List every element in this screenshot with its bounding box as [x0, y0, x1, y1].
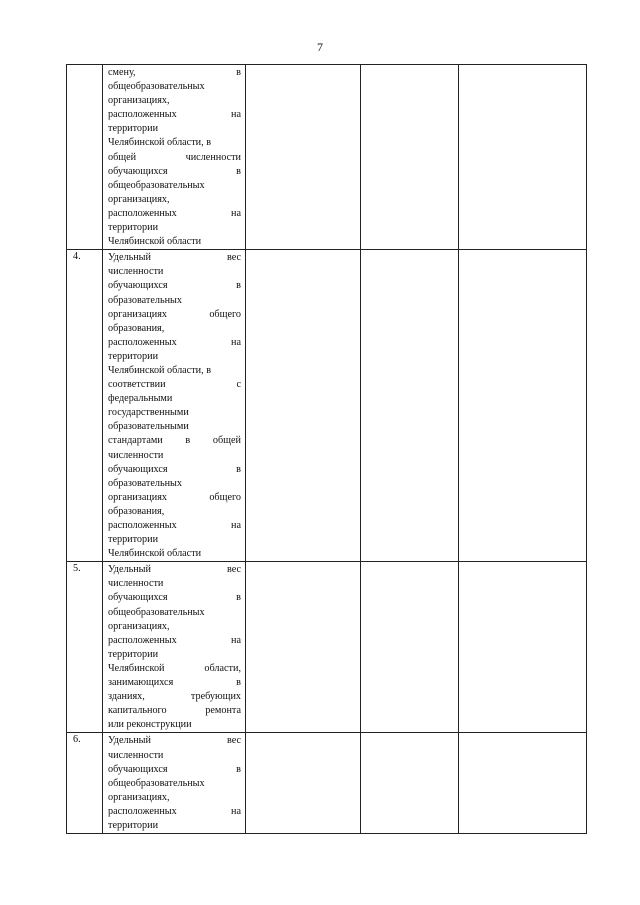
indicators-table — [66, 64, 587, 834]
indicator-text-line: территории — [108, 222, 159, 234]
indicator-text-line: государственными — [108, 407, 189, 419]
table-row — [67, 65, 587, 250]
indicator-text-line: занимающихся в — [108, 677, 241, 689]
value-cell-1 — [246, 562, 361, 733]
indicator-text-line: общеобразовательных — [108, 606, 205, 618]
indicator-text-line: территории — [108, 350, 159, 362]
indicator-text-line: образования, — [108, 505, 165, 517]
indicator-text-line: федеральными — [108, 393, 173, 405]
row-number: 4. — [73, 251, 81, 263]
indicator-name-cell — [103, 65, 246, 250]
indicator-text-line: смену, в — [108, 67, 241, 78]
value-cell-1 — [246, 65, 361, 250]
indicator-text-line: численности — [108, 749, 164, 761]
indicator-text-line: численности — [108, 449, 164, 461]
value-cell-3 — [459, 562, 587, 733]
value-cell-2 — [361, 65, 459, 250]
indicator-text-line: образования, — [108, 322, 165, 334]
table-row — [67, 562, 587, 733]
indicator-name-cell — [103, 733, 246, 834]
value-cell-3 — [459, 733, 587, 834]
indicator-text-line: расположенных на — [108, 805, 241, 817]
row-number: 5. — [73, 563, 81, 575]
indicator-text-line: обучающихся в — [108, 463, 241, 475]
indicator-text-line: Челябинской области, в — [108, 137, 212, 149]
row-number: 6. — [73, 734, 81, 746]
indicator-text-line: Удельный вес — [108, 564, 241, 576]
indicator-text-line: Челябинской области, в — [108, 364, 212, 376]
indicator-text-line: Челябинской области, — [108, 662, 241, 674]
indicator-text-line: обучающихся в — [108, 280, 241, 292]
indicator-text-line: общеобразовательных — [108, 81, 205, 93]
indicator-text-line: численности — [108, 578, 164, 590]
indicator-text-line: Челябинской области — [108, 548, 202, 560]
indicator-text-line: организациях, — [108, 791, 170, 803]
indicator-text-line: расположенных на — [108, 634, 241, 646]
indicator-text-line: организациях общего — [108, 308, 241, 320]
value-cell-2 — [361, 562, 459, 733]
row-number-cell — [67, 250, 103, 562]
indicator-text-line: образовательных — [108, 294, 182, 306]
indicator-text-line: организациях, — [108, 193, 170, 205]
indicator-text-line: стандартами в общей — [108, 435, 241, 447]
indicator-text-line: расположенных на — [108, 207, 241, 219]
row-number-cell — [67, 562, 103, 733]
indicator-text-line: обучающихся в — [108, 165, 241, 177]
value-cell-2 — [361, 250, 459, 562]
indicator-text-line: организациях, — [108, 620, 170, 632]
indicator-text-line: соответствии с — [108, 379, 241, 391]
value-cell-3 — [459, 250, 587, 562]
indicator-text-line: образовательных — [108, 477, 182, 489]
indicator-text-line: территории — [108, 123, 159, 135]
indicator-text-line: образовательными — [108, 421, 189, 433]
indicator-name-cell — [103, 562, 246, 733]
indicator-text-line: зданиях, требующих — [108, 691, 241, 703]
table-row — [67, 733, 587, 834]
indicator-name-cell — [103, 250, 246, 562]
indicator-text-line: расположенных на — [108, 109, 241, 121]
indicator-text-line: численности — [108, 266, 164, 278]
row-number-cell — [67, 733, 103, 834]
indicator-text-line: организациях общего — [108, 491, 241, 503]
indicator-text-line: общеобразовательных — [108, 179, 205, 191]
indicator-text-line: или реконструкции — [108, 719, 192, 731]
indicator-text-line: территории — [108, 534, 159, 546]
table-row — [67, 250, 587, 562]
indicator-text-line: расположенных на — [108, 336, 241, 348]
indicator-text-line: общеобразовательных — [108, 777, 205, 789]
indicator-text-line: Удельный вес — [108, 735, 241, 747]
page-number: 7 — [317, 40, 323, 54]
value-cell-1 — [246, 250, 361, 562]
indicator-text-line: организациях, — [108, 95, 170, 107]
indicator-text-line: обучающихся в — [108, 763, 241, 775]
value-cell-2 — [361, 733, 459, 834]
indicator-text-line: территории — [108, 819, 159, 831]
row-number-cell — [67, 65, 103, 250]
indicator-text-line: расположенных на — [108, 520, 241, 531]
indicator-text-line: территории — [108, 648, 159, 660]
indicator-text-line: обучающихся в — [108, 592, 241, 604]
indicator-text-line: общей численности — [108, 151, 241, 163]
indicator-text-line: Удельный вес — [108, 252, 241, 264]
indicator-text-line: Челябинской области — [108, 236, 202, 248]
value-cell-3 — [459, 65, 587, 250]
value-cell-1 — [246, 733, 361, 834]
indicator-text-line: капитального ремонта — [108, 705, 241, 717]
